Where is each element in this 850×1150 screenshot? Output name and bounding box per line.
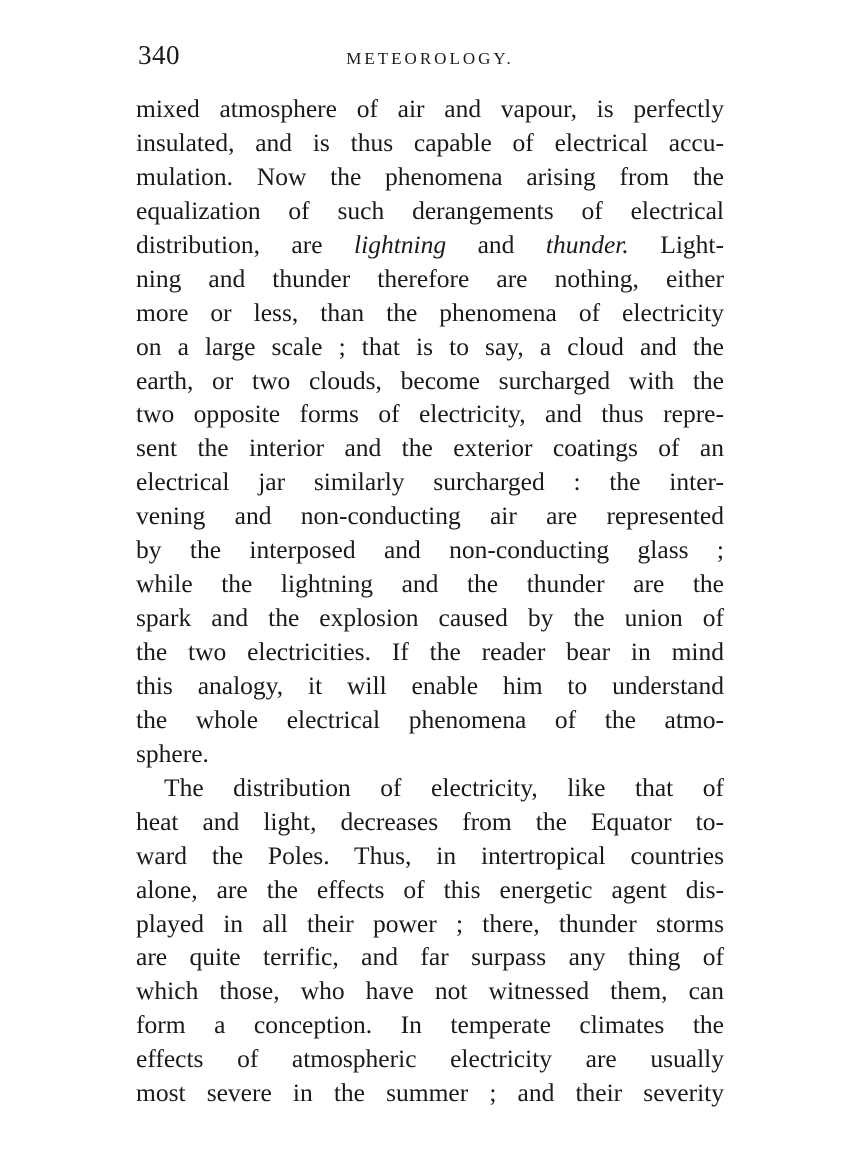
text-line: played in all their power ; there, thunder storms (136, 908, 724, 938)
text-line: equalization of such derangements of electrical (136, 195, 724, 225)
text-line: alone, are the effects of this energetic agent dis- (136, 874, 724, 904)
text-line: electrical jar similarly surcharged : the inter- (136, 467, 724, 497)
text-line: mixed atmosphere of air and vapour, is perfectly (136, 94, 724, 123)
text-line: mulation. Now the phenomena arising from the (136, 161, 724, 191)
text-line: form a conception. In temperate climates the (136, 1010, 724, 1040)
page-number: 340 (138, 40, 180, 70)
page-body (136, 92, 724, 1110)
paragraph-2 (136, 771, 724, 1110)
text-line: are quite terrific, and far surpass any thing of (136, 942, 724, 972)
text-line: ning and thunder therefore are nothing, either (136, 263, 724, 293)
text-line: heat and light, decreases from the Equator to- (136, 806, 724, 836)
text-line: most severe in the summer ; and their severity (136, 1078, 724, 1108)
text-line: spark and the explosion caused by the union of (136, 603, 724, 633)
text-line: more or less, than the phenomena of electricity (136, 297, 724, 327)
text-line: earth, or two clouds, become surcharged with the (136, 365, 724, 395)
text-line: vening and non-conducting air are represented (136, 501, 724, 531)
paragraph-1 (136, 92, 724, 771)
text-line: which those, who have not witnessed them, can (136, 976, 724, 1006)
text-line: the two electricities. If the reader bear in mind (136, 637, 724, 666)
text-line: effects of atmospheric electricity are usually (136, 1044, 724, 1074)
text-line: distribution, are lightning and thunder. Light- (136, 229, 724, 259)
italic-term: lightning (354, 229, 447, 259)
text-line: the whole electrical phenomena of the atmo- (136, 704, 724, 734)
text-line: insulated, and is thus capable of electrical accu- (136, 127, 724, 157)
page-header (138, 40, 722, 74)
text-line: The distribution of electricity, like that of (164, 772, 724, 802)
text-line: sent the interior and the exterior coatings of an (136, 433, 724, 463)
text-line: ward the Poles. Thus, in intertropical countries (136, 840, 724, 870)
running-head: METEOROLOGY. (346, 49, 514, 68)
italic-term: thunder. (545, 229, 629, 259)
text-line: this analogy, it will enable him to understand (136, 670, 724, 700)
text-line: while the lightning and the thunder are the (136, 569, 724, 599)
text-line: two opposite forms of electricity, and thus repre- (136, 399, 724, 429)
text-line: on a large scale ; that is to say, a cloud and the (136, 331, 724, 361)
text-line: sphere. (136, 738, 209, 768)
text-line: by the interposed and non-conducting glass ; (136, 535, 724, 565)
